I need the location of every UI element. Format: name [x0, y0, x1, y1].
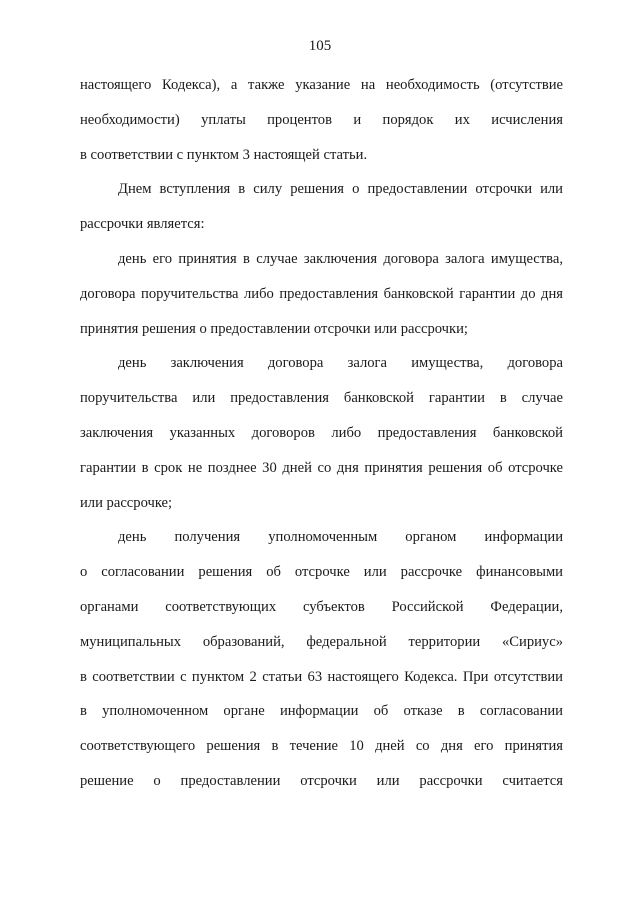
text-line: день его принятия в случае заключения договора залога имущества,	[118, 250, 563, 267]
paragraph	[80, 172, 563, 242]
text-line: или рассрочке;	[80, 494, 173, 511]
text-line: настоящего Кодекса), а также указание на необходимость (отсутствие	[80, 77, 563, 93]
paragraph	[80, 68, 563, 172]
document-body	[80, 68, 563, 799]
text-line: в соответствии с пунктом 3 настоящей статьи.	[80, 146, 368, 163]
text-line: муниципальных образований, федеральной территории «Сириус»	[80, 633, 563, 650]
text-line: решение о предоставлении отсрочки или рассрочки считается	[80, 772, 563, 789]
text-line: в соответствии с пунктом 2 статьи 63 настоящего Кодекса. При отсутствии	[80, 668, 563, 685]
text-line: необходимости) уплаты процентов и порядок их исчисления	[80, 111, 563, 128]
text-line: рассрочки является:	[80, 216, 205, 233]
text-line: заключения указанных договоров либо предоставления банковской	[80, 424, 563, 441]
text-line: договора поручительства либо предоставления банковской гарантии до дня	[80, 285, 563, 302]
text-line: гарантии в срок не позднее 30 дней со дня принятия решения об отсрочке	[80, 459, 563, 476]
text-line: поручительства или предоставления банковской гарантии в случае	[80, 390, 563, 407]
text-line: день заключения договора залога имущества, договора	[118, 355, 563, 372]
text-line: соответствующего решения в течение 10 дней со дня его принятия	[80, 738, 563, 755]
text-line: Днем вступления в силу решения о предоставлении отсрочки или	[118, 181, 563, 198]
paragraph	[80, 346, 563, 520]
page-number: 105	[308, 38, 332, 54]
paragraph	[80, 242, 563, 346]
text-line: день получения уполномоченным органом информации	[118, 529, 563, 546]
text-line: принятия решения о предоставлении отсрочки или рассрочки;	[80, 320, 468, 337]
text-line: о согласовании решения об отсрочке или рассрочке финансовыми	[80, 564, 563, 581]
paragraph	[80, 520, 563, 798]
text-line: органами соответствующих субъектов Российской Федерации,	[80, 598, 563, 615]
text-line: в уполномоченном органе информации об отказе в согласовании	[80, 703, 563, 720]
